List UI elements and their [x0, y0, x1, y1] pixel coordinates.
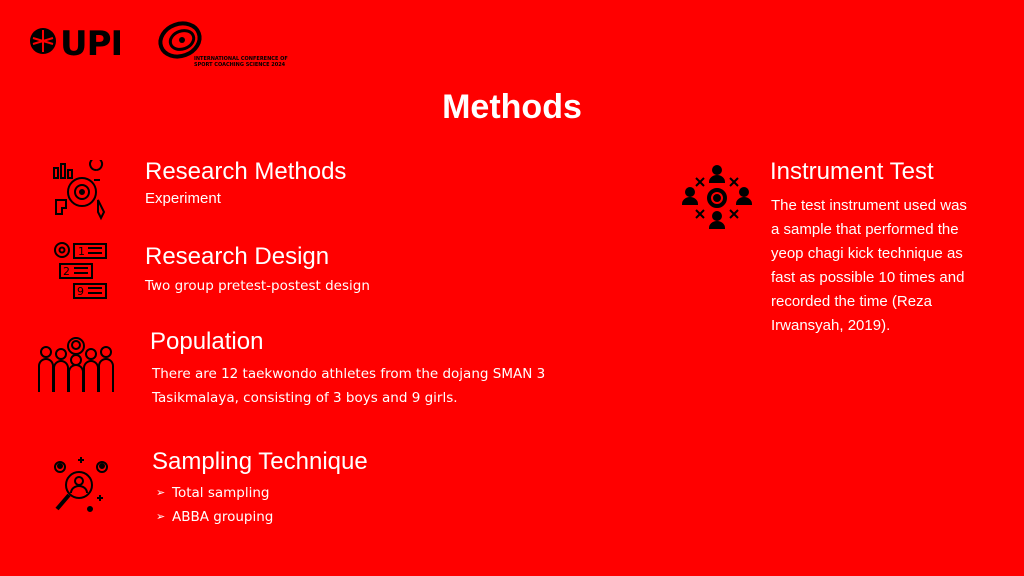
instrument-text [771, 194, 967, 338]
sampling-list [156, 481, 273, 529]
instrument-line: recorded the time (Reza [771, 293, 932, 310]
population-icon [36, 336, 116, 394]
research-design-heading: Research Design [145, 243, 330, 270]
page-title: Methods [442, 88, 582, 126]
arrow-bullet-icon: ➢ [156, 510, 166, 523]
instrument-test-icon [682, 164, 752, 232]
instrument-line: yeop chagi kick technique as [771, 245, 963, 262]
logo-text: UPI [60, 24, 123, 64]
instrument-line: Irwansyah, 2019). [771, 317, 891, 334]
research-methods-heading: Research Methods [145, 158, 347, 185]
population-line: Tasikmalaya, consisting of 3 boys and 9 girls. [152, 390, 458, 406]
instrument-icon-wrap [682, 164, 752, 232]
population-line: There are 12 taekwondo athletes from the dojang SMAN 3 [152, 366, 546, 382]
instrument-line: a sample that performed the [771, 221, 959, 238]
sampling-item-label: Total sampling [172, 485, 270, 501]
research-design-icon [52, 238, 110, 300]
arrow-bullet-icon: ➢ [156, 486, 166, 499]
sampling-item-label: ABBA grouping [172, 509, 274, 525]
population-heading: Population [150, 328, 264, 355]
upi-logo-icon [28, 26, 58, 56]
instrument-heading: Instrument Test [770, 158, 934, 185]
sampling-icon-wrap [52, 455, 110, 515]
upi-logo [28, 24, 123, 64]
svg-text:9: 9 [77, 285, 84, 298]
list-item [156, 481, 273, 505]
research-methods-icon-wrap [52, 160, 110, 222]
svg-text:2: 2 [63, 265, 70, 278]
research-methods-value: Experiment [145, 190, 221, 207]
population-icon-wrap [36, 336, 116, 394]
sampling-technique-icon [52, 455, 110, 515]
list-item [156, 505, 273, 529]
sampling-heading: Sampling Technique [152, 448, 368, 475]
conference-logo [156, 20, 288, 69]
research-design-icon-wrap [52, 238, 110, 300]
svg-text:1: 1 [78, 245, 85, 258]
population-text [152, 362, 545, 410]
research-design-value: Two group pretest-postest design [145, 278, 370, 294]
instrument-line: The test instrument used was [771, 197, 967, 214]
research-methods-icon [52, 160, 110, 222]
instrument-line: fast as possible 10 times and [771, 269, 965, 286]
conference-text: INTERNATIONAL CONFERENCE OF SPORT COACHING SCIENCE 2024 [194, 56, 288, 68]
